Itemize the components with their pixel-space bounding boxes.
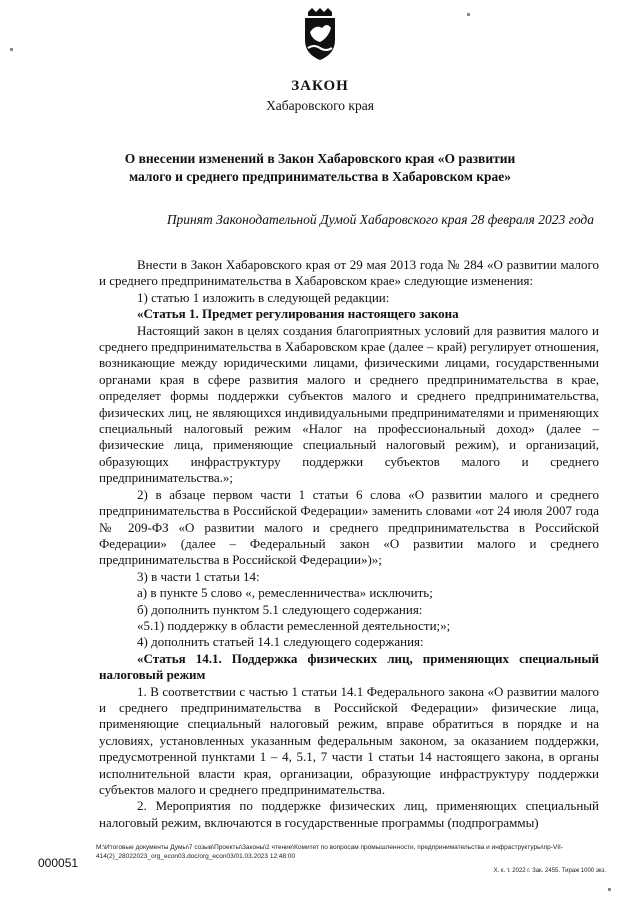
- paragraph: 1) статью 1 изложить в следующей редакции:: [137, 289, 390, 305]
- article-heading: «Статья 1. Предмет регулирования настоящего закона: [137, 306, 459, 322]
- scan-mark: [608, 888, 611, 891]
- paragraph: 1. В соответствии с частью 1 статьи 14.1 Федерального закона «О развитии малого и среднего предпринимательства в Российской Федерации» физические лица, применяющие специальный налоговый режим, вправе обратиться в порядке и на условиях, установленных указанным федеральным законом, за оказанием поддержки, предусмотренной пунктами 1 – 4, 5.1, 7 части 1 статьи 14 настоящего закона, в органы исполнительной власти края, организации, образующие инфраструктуру поддержки субъектов малого и среднего предпринимательства.: [99, 683, 599, 797]
- law-region: Хабаровского края: [266, 98, 374, 113]
- file-path: M:\Итоговые документы Думы\7 созыв\Проекты\Законы\2 чтение\Комитет по вопросам промышленности, предпринимательства и инфраструктуры\пр-VII-414(2)_28022023_org_econ03.doc/org_econ03/01.03.2023 12:48:00: [96, 844, 564, 860]
- document-number: 000051: [38, 856, 79, 870]
- paragraph: 4) дополнить статьей 14.1 следующего содержания:: [137, 634, 424, 650]
- print-info: Х. к. т. 2022 г. Зак. 2455. Тираж 1000 экз.: [493, 868, 606, 874]
- scan-mark: [10, 48, 13, 51]
- scan-mark: [467, 13, 470, 16]
- paragraph: Настоящий закон в целях создания благоприятных условий для развития малого и среднего предпринимательства в Хабаровском крае (далее – край) регулирует отношения, возникающие между юридическими лицами, физическими лицами, государственными органами края в сфере развития малого и среднего предпринимательства в крае, определяет формы поддержки субъектов малого и среднего предпринимательства, физических лиц, не являющихся индивидуальными предпринимателями и применяющих специальный налоговый режим «Налог на профессиональный доход» (далее – физические лица, применяющие специальный налоговый режим), и организаций, образующих инфраструктуру поддержки субъектов малого и среднего предпринимательства.»;: [99, 322, 599, 486]
- adoption-note: Принят Законодательной Думой Хабаровского края 28 февраля 2023 года: [166, 212, 594, 227]
- paragraph: б) дополнить пунктом 5.1 следующего содержания:: [137, 601, 423, 617]
- paragraph: 2) в абзаце первом части 1 статьи 6 слова «О развитии малого и среднего предпринимательства в Российской Федерации» заменить словами «от 24 июля 2007 года № 209-ФЗ «О развитии малого и среднего предпринимательства в Российской Федерации» (далее – Федеральный закон «О развитии малого и среднего предпринимательства в Российской Федерации»)»;: [99, 486, 599, 568]
- paragraph: 3) в части 1 статьи 14:: [137, 568, 260, 584]
- paragraph: а) в пункте 5 слово «, ремесленничества» исключить;: [137, 585, 433, 601]
- document-heading: О внесении изменений в Закон Хабаровского края «О развитии малого и среднего предпринимательства в Хабаровском крае»: [124, 151, 516, 184]
- article-heading: «Статья 14.1. Поддержка физических лиц, применяющих специальный налоговый режим: [99, 650, 599, 683]
- document-body: [99, 257, 599, 831]
- paragraph: «5.1) поддержку в области ремесленной деятельности;»;: [137, 617, 451, 633]
- law-title: ЗАКОН: [291, 78, 349, 94]
- paragraph: Внести в Закон Хабаровского края от 29 мая 2013 года № 284 «О развитии малого и среднего предпринимательства в Хабаровском крае» следующие изменения:: [99, 257, 599, 289]
- coat-of-arms-emblem: [300, 8, 340, 62]
- paragraph: 2. Мероприятия по поддержке физических лиц, применяющих специальный налоговый режим, включаются в государственные программы (подпрограммы): [99, 798, 599, 830]
